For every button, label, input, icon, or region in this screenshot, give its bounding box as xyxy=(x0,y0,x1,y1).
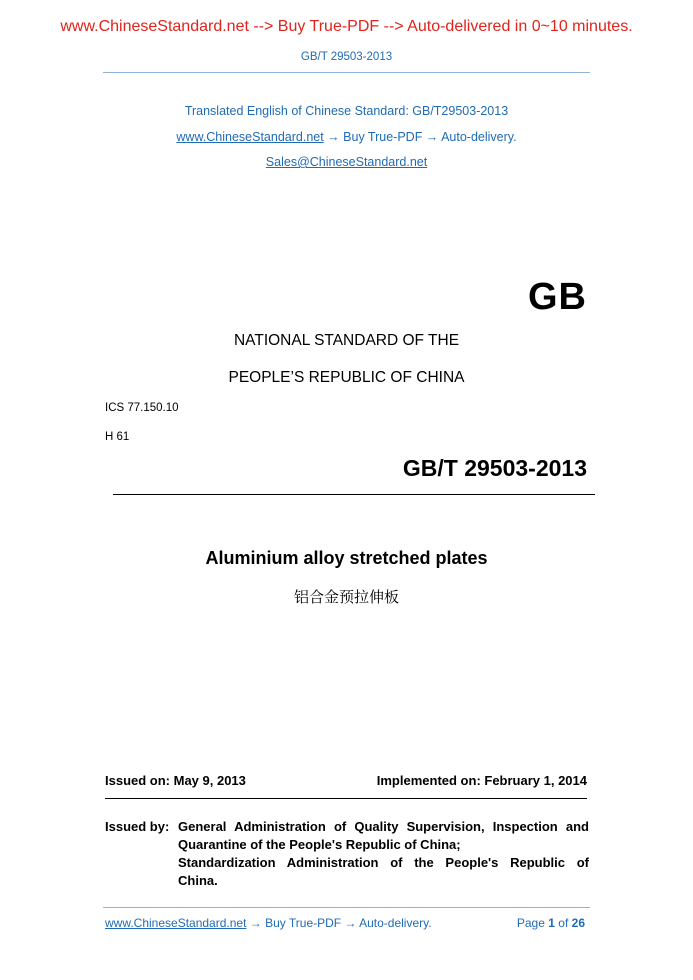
national-standard-line-2: PEOPLE’S REPUBLIC OF CHINA xyxy=(228,369,465,386)
issued-by-block xyxy=(105,818,589,890)
footer-site-link[interactable]: www.ChineseStandard.net xyxy=(105,916,247,930)
page-current: 1 xyxy=(548,916,555,930)
promo-text: → Buy True-PDF → Auto-delivery. xyxy=(323,130,517,144)
issuer-line-4: China. xyxy=(178,873,218,888)
page-total: 26 xyxy=(571,916,585,930)
issued-on-date: Issued on: May 9, 2013 xyxy=(105,773,246,788)
ics-code: ICS 77.150.10 xyxy=(105,402,179,414)
page-number xyxy=(517,916,585,930)
standard-number: GB/T 29503-2013 xyxy=(402,455,587,481)
title-english: Aluminium alloy stretched plates xyxy=(205,548,488,568)
title-chinese: 铝合金预拉伸板 xyxy=(293,589,399,606)
page-label: Page xyxy=(516,916,545,930)
top-banner[interactable]: www.ChineseStandard.net --> Buy True-PDF --> Auto-delivered in 0~10 minutes. xyxy=(60,18,633,35)
dates-divider xyxy=(105,798,587,799)
email-link[interactable]: Sales@ChineseStandard.net xyxy=(265,155,428,169)
national-standard-line-1: NATIONAL STANDARD OF THE xyxy=(233,332,460,349)
footer-divider xyxy=(103,907,590,908)
footer-promo xyxy=(105,916,432,930)
promo-line xyxy=(0,130,693,144)
page-of: of xyxy=(558,916,569,930)
site-link[interactable]: www.ChineseStandard.net xyxy=(176,130,324,144)
header-standard-code: GB/T 29503-2013 xyxy=(300,51,393,63)
title-divider xyxy=(113,494,595,495)
email-line xyxy=(0,155,693,169)
gb-logo: GB xyxy=(528,276,587,318)
issuer-line-1: General Administration of Quality Supervision, Inspection and xyxy=(178,819,589,834)
implemented-on-date: Implemented on: February 1, 2014 xyxy=(376,773,587,788)
issuer-line-3: Standardization Administration of the People's Republic of xyxy=(178,855,589,870)
header-divider xyxy=(103,72,590,73)
footer-promo-text: → Buy True-PDF → Auto-delivery. xyxy=(246,916,432,930)
translation-note: Translated English of Chinese Standard: GB/T29503-2013 xyxy=(184,104,509,118)
issued-by-label: Issued by: xyxy=(105,819,170,834)
issuer-line-2: Quarantine of the People's Republic of China; xyxy=(178,837,461,852)
h-code: H 61 xyxy=(105,431,130,443)
